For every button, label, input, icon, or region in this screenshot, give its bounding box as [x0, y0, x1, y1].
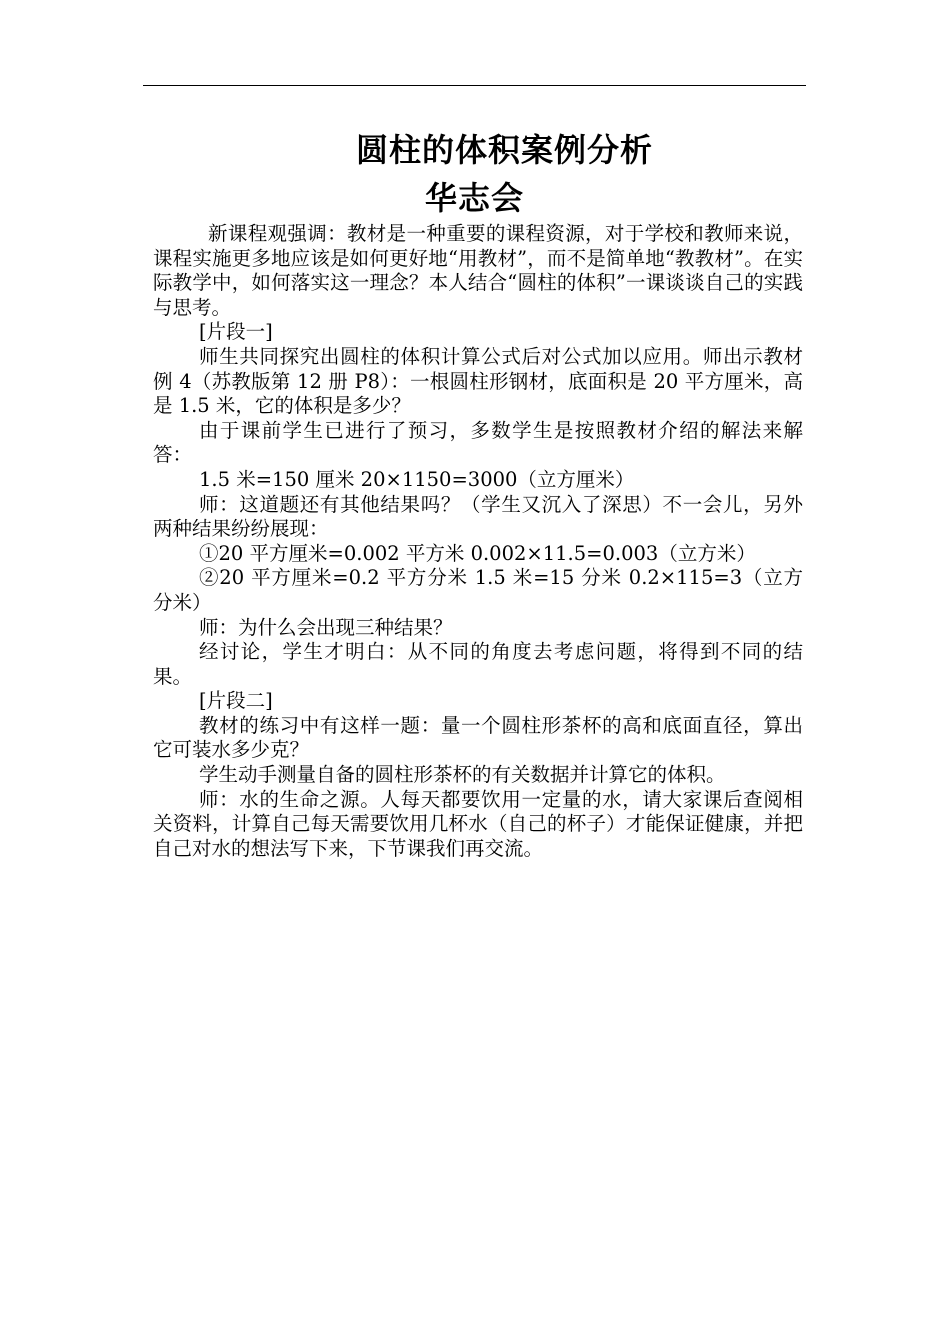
section-heading-1: [片段一]: [199, 320, 273, 344]
header-rule: [143, 85, 806, 86]
document-title: 圆柱的体积案例分析: [355, 131, 653, 169]
paragraph: 师：为什么会出现三种结果？: [199, 615, 453, 639]
document-author: 华志会: [424, 179, 524, 217]
paragraph: 师：这道题还有其他结果吗？（学生又沉入了深思）不一会儿，另外两种结果纷纷展现：: [153, 492, 803, 541]
paragraph: 经讨论，学生才明白：从不同的角度去考虑问题，将得到不同的结果。: [153, 640, 803, 688]
paragraph-intro: 新课程观强调：教材是一种重要的课程资源，对于学校和教师来说，课程实施更多地应该是如何更好地“用教材”，而不是简单地“教教材”。在实际教学中，如何落实这一理念？本人结合“圆柱的体积”一课谈谈自己的实践与思考。: [153, 222, 803, 319]
paragraph: 师：水的生命之源。人每天都要饮用一定量的水，请大家课后查阅相关资料，计算自己每天需要饮用几杯水（自己的杯子）才能保证健康，并把自己对水的想法写下来，下节课我们再交流。: [153, 787, 803, 860]
paragraph: 由于课前学生已进行了预习，多数学生是按照教材介绍的解法来解答：: [153, 418, 803, 467]
calculation-line: ①20 平方厘米=0.002 平方米 0.002×11.5=0.003（立方米）: [199, 541, 756, 565]
section-heading-2: [片段二]: [199, 689, 273, 713]
calculation-line: 1.5 米=150 厘米 20×1150=3000（立方厘米）: [199, 467, 635, 491]
paragraph: 学生动手测量自备的圆柱形茶杯的有关数据并计算它的体积。: [199, 763, 726, 787]
calculation-line: ②20 平方厘米=0.2 平方分米 1.5 米=15 分米 0.2×115=3（立方分米）: [153, 566, 803, 614]
document-body: [153, 222, 803, 861]
paragraph: 师生共同探究出圆柱的体积计算公式后对公式加以应用。师出示教材例 4（苏教版第 12 册 P8）：一根圆柱形钢材，底面积是 20 平方厘米，高是 1.5 米，它的体积是多少？: [153, 344, 803, 418]
paragraph: 教材的练习中有这样一题：量一个圆柱形茶杯的高和底面直径，算出它可装水多少克？: [153, 713, 803, 762]
